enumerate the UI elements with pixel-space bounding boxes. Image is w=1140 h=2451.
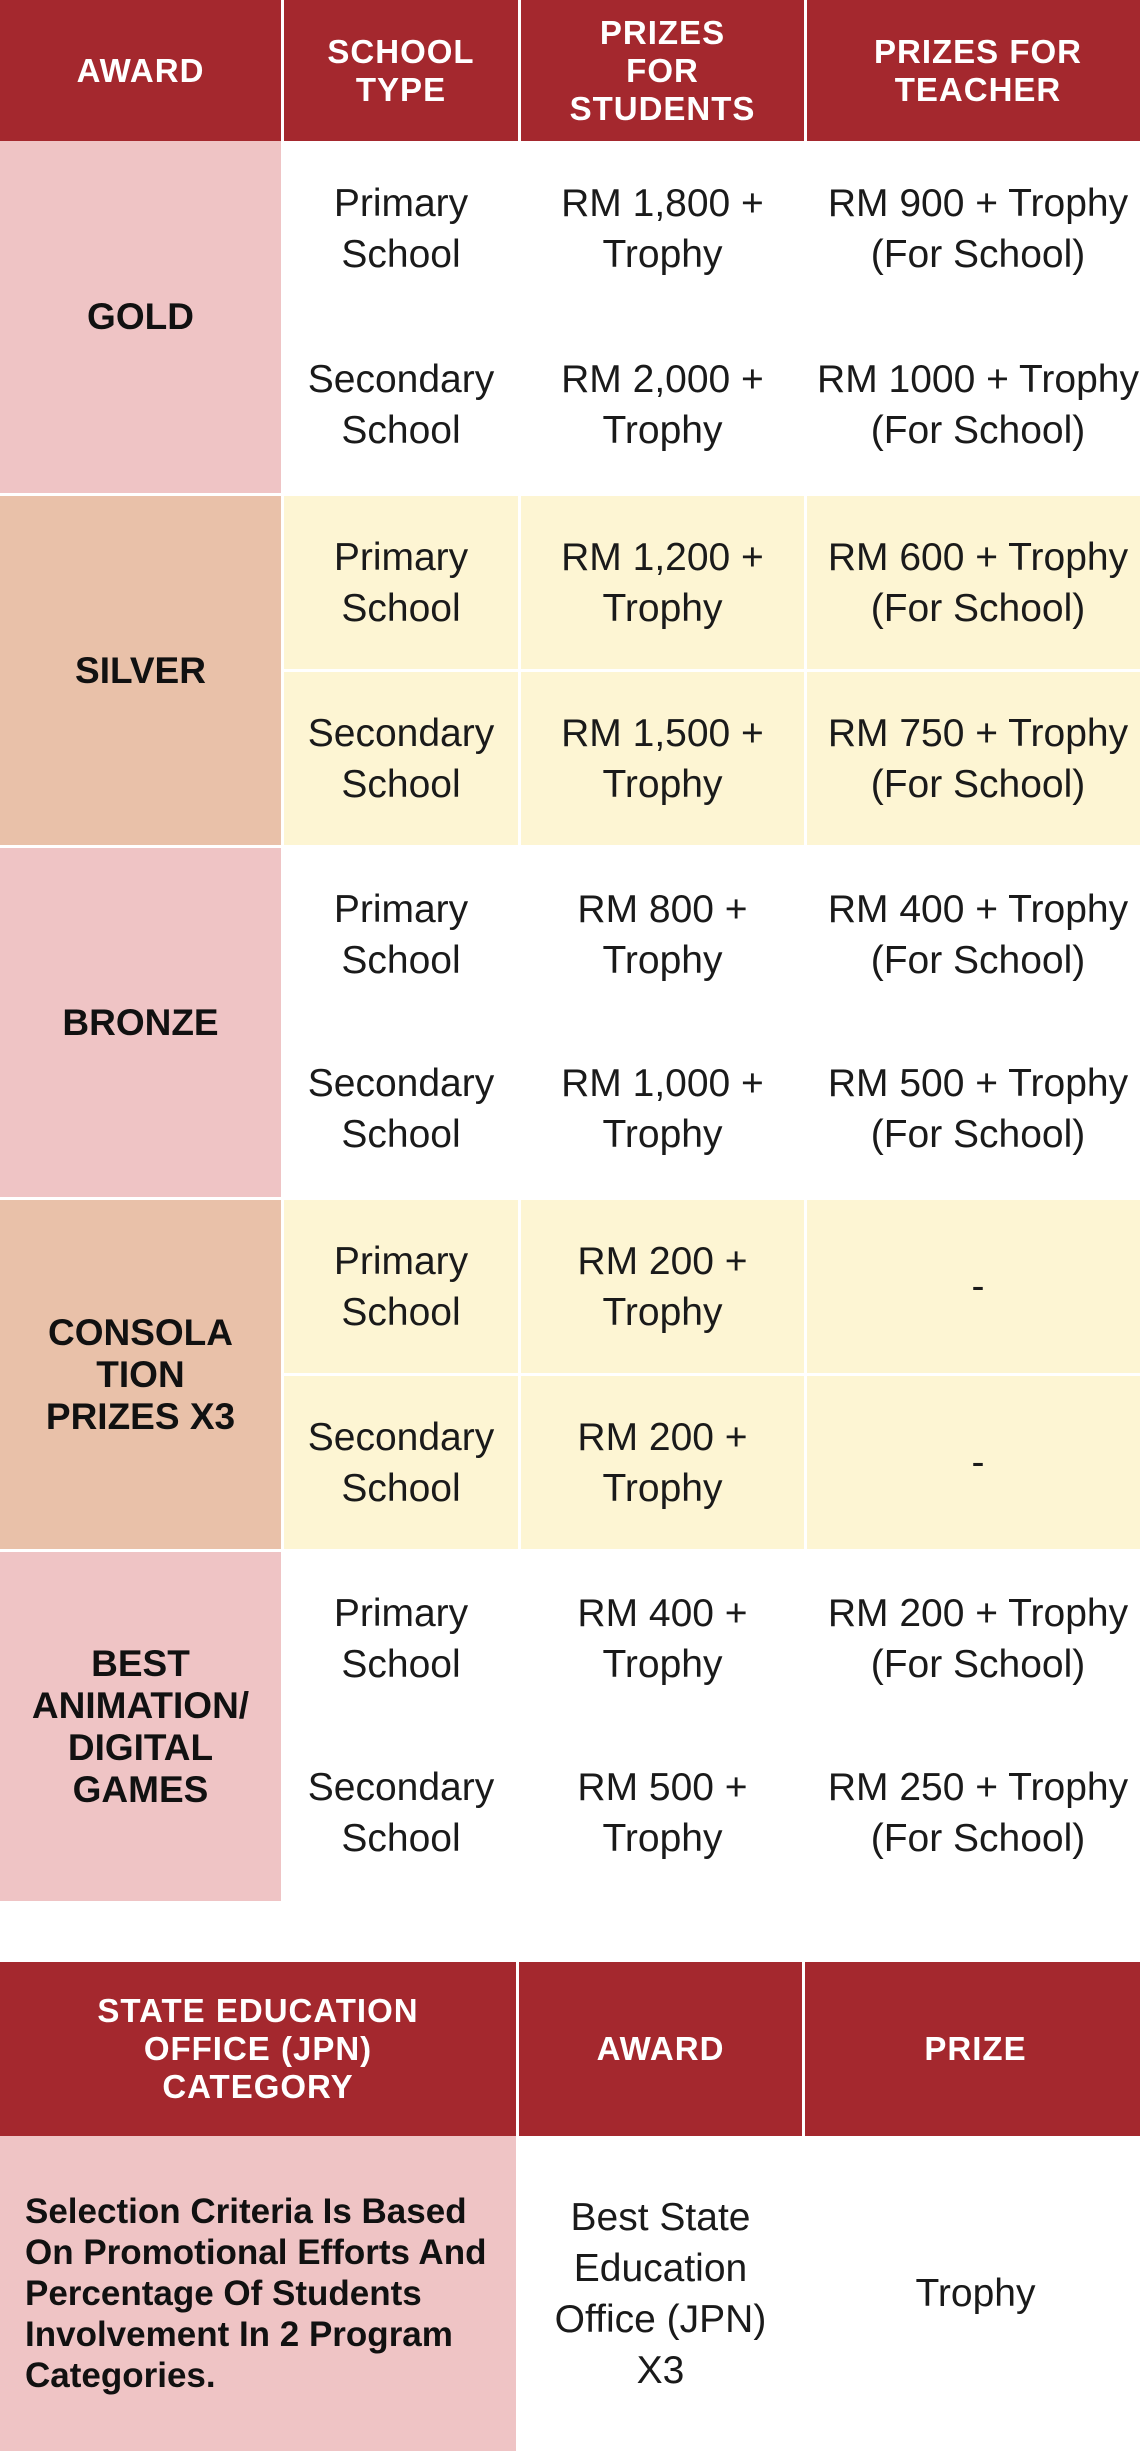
jpn-award-cell: Best State Education Office (JPN) X3 (519, 2136, 802, 2451)
school-type-cell: Secondary School (284, 1373, 518, 1549)
student-prize-cell: RM 200 + Trophy (521, 1373, 804, 1549)
header-jpn-category: STATE EDUCATION OFFICE (JPN) CATEGORY (0, 1962, 516, 2136)
student-prize-cell: RM 2,000 + Trophy (521, 317, 804, 493)
award-silver: SILVER (0, 493, 281, 845)
teacher-prize-cell: RM 200 + Trophy (For School) (807, 1549, 1140, 1725)
student-prize-cell: RM 800 + Trophy (521, 845, 804, 1021)
student-prize-cell: RM 400 + Trophy (521, 1549, 804, 1725)
school-type-cell: Secondary School (284, 317, 518, 493)
student-prize-cell: RM 200 + Trophy (521, 1197, 804, 1373)
teacher-prize-cell: - (807, 1373, 1140, 1549)
student-prize-cell: RM 1,000 + Trophy (521, 1021, 804, 1197)
header-school-type: SCHOOL TYPE (284, 0, 518, 141)
teacher-prize-cell: RM 250 + Trophy (For School) (807, 1725, 1140, 1901)
teacher-prize-cell: RM 1000 + Trophy (For School) (807, 317, 1140, 493)
teacher-prize-cell: RM 400 + Trophy (For School) (807, 845, 1140, 1021)
school-type-cell: Primary School (284, 1197, 518, 1373)
school-type-cell: Secondary School (284, 1021, 518, 1197)
award-consolation: CONSOLA TION PRIZES X3 (0, 1197, 281, 1549)
header-prizes-teacher: PRIZES FOR TEACHER (807, 0, 1140, 141)
header-award: AWARD (519, 1962, 802, 2136)
school-type-cell: Primary School (284, 141, 518, 317)
student-prize-cell: RM 1,200 + Trophy (521, 493, 804, 669)
header-award: AWARD (0, 0, 281, 141)
school-type-cell: Secondary School (284, 1725, 518, 1901)
award-bronze: BRONZE (0, 845, 281, 1197)
student-prize-cell: RM 500 + Trophy (521, 1725, 804, 1901)
header-prize: PRIZE (805, 1962, 1140, 2136)
selection-criteria: Selection Criteria Is Based On Promotional Efforts And Percentage Of Students Involvement In 2 Program Categories. (0, 2136, 516, 2451)
student-prize-cell: RM 1,500 + Trophy (521, 669, 804, 845)
jpn-category-table (0, 1962, 1140, 2451)
school-type-cell: Secondary School (284, 669, 518, 845)
teacher-prize-cell: - (807, 1197, 1140, 1373)
teacher-prize-cell: RM 750 + Trophy (For School) (807, 669, 1140, 845)
school-type-cell: Primary School (284, 845, 518, 1021)
school-type-cell: Primary School (284, 1549, 518, 1725)
award-gold: GOLD (0, 141, 281, 493)
header-prizes-students: PRIZES FOR STUDENTS (521, 0, 804, 141)
student-prize-cell: RM 1,800 + Trophy (521, 141, 804, 317)
award-best-animation: BEST ANIMATION/ DIGITAL GAMES (0, 1549, 281, 1901)
jpn-prize-cell: Trophy (805, 2136, 1140, 2451)
school-type-cell: Primary School (284, 493, 518, 669)
teacher-prize-cell: RM 500 + Trophy (For School) (807, 1021, 1140, 1197)
teacher-prize-cell: RM 600 + Trophy (For School) (807, 493, 1140, 669)
teacher-prize-cell: RM 900 + Trophy (For School) (807, 141, 1140, 317)
